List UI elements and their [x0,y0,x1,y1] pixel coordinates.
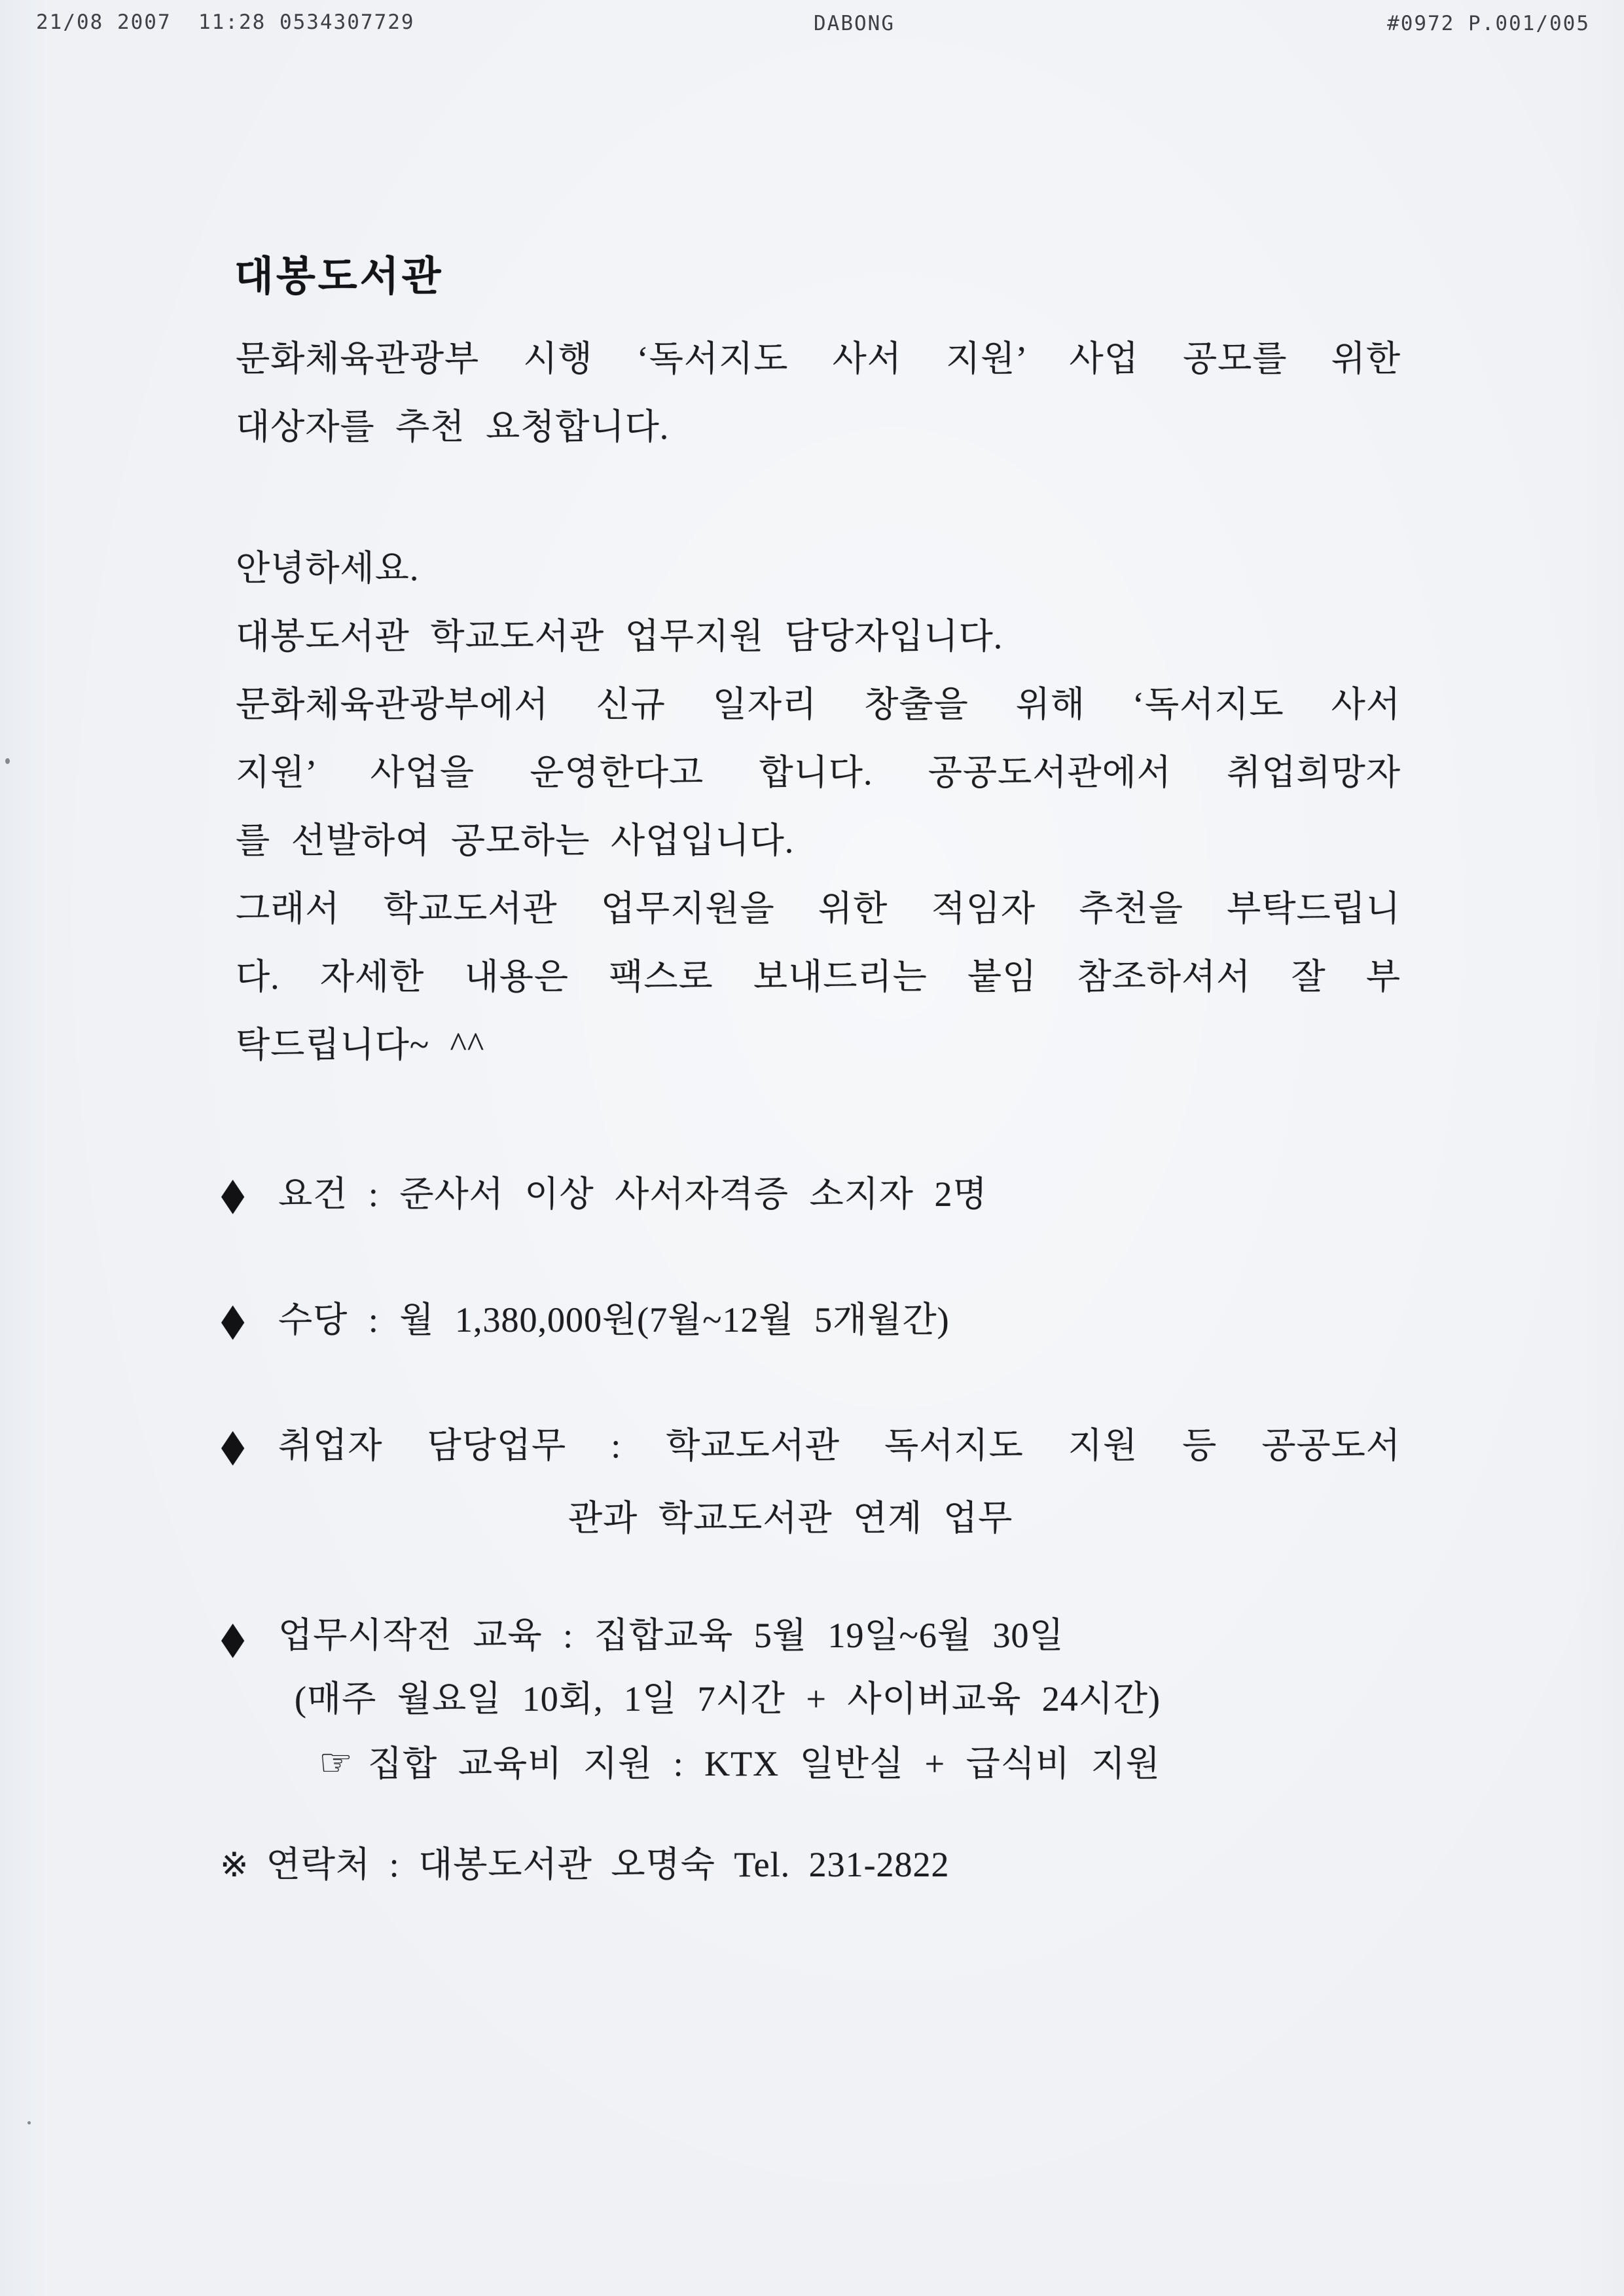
text-line: 문화체육관광부에서 신규 일자리 창출을 위해 ‘독서지도 사서 [236,685,1401,724]
fax-station-name: DABONG [814,12,895,35]
bullet-text: (매주 월요일 10회, 1일 7시간 + 사이버교육 24시간) [295,1679,1161,1719]
bullet-item-allowance [221,1286,1401,1354]
text-line: 다. 자세한 내용은 팩스로 보내드리는 붙임 참조하셔서 잘 부 [236,957,1401,996]
text-line: 안녕하세요. [236,549,420,588]
diamond-bullet-icon: ◆ [221,1167,245,1220]
bullet-text: 요건 : 준사서 이상 사서자격증 소지자 2명 [278,1175,988,1214]
diamond-bullet-icon: ◆ [221,1419,245,1472]
text-line: 지원’ 사업을 운영한다고 합니다. 공공도서관에서 취업희망자 [236,753,1401,792]
bullet-text: 업무시작전 교육 : 집합교육 5월 19일~6월 30일 [278,1616,1064,1655]
scan-speck [27,2121,31,2124]
bullet-text: 취업자 담당업무 : 학교도서관 독서지도 지원 등 공공도서 [278,1426,1401,1465]
pointing-hand-icon: ☞ [319,1740,353,1785]
intro-paragraph [236,325,1401,461]
document-title: 대봉도서관 [234,255,444,299]
bullet-item-requirements [221,1160,1401,1228]
text-line: 문화체육관광부 시행 ‘독서지도 사서 지원’ 사업 공모를 위한 [236,339,1401,378]
body-paragraph [236,534,1401,1079]
diamond-bullet-icon: ◆ [221,1611,245,1664]
bullet-text: 수당 : 월 1,380,000원(7월~12월 5개월간) [278,1300,950,1339]
bullet-item-training [221,1604,1401,1796]
bullet-sub-text [319,1731,1401,1796]
fax-datetime-number: 21/08 2007 11:28 0534307729 [36,10,415,34]
text-line: 그래서 학교도서관 업무지원을 위한 적임자 추천을 부탁드립니 [236,889,1401,928]
diamond-bullet-icon: ◆ [221,1293,245,1346]
text-line: 대상자를 추천 요청합니다. [236,407,670,446]
scan-speck [5,758,10,764]
fax-page-info: #0972 P.001/005 [1387,12,1590,35]
contact-text: 연락처 : 대봉도서관 오명숙 Tel. 231-2822 [266,1845,950,1884]
reference-mark-icon: ※ [220,1846,249,1885]
bullet-item-duties [221,1412,1401,1557]
text-line: 대봉도서관 학교도서관 업무지원 담당자입니다. [236,617,1003,656]
contact-line [220,1831,950,1899]
text-line: 탁드립니다~ ^^ [236,1025,485,1065]
text-line: 를 선발하여 공모하는 사업입니다. [236,821,795,860]
training-support-text: 집합 교육비 지원 : KTX 일반실 + 급식비 지원 [368,1744,1161,1783]
bullet-text: 관과 학교도서관 연계 업무 [568,1499,1013,1538]
fax-header [0,10,1624,39]
